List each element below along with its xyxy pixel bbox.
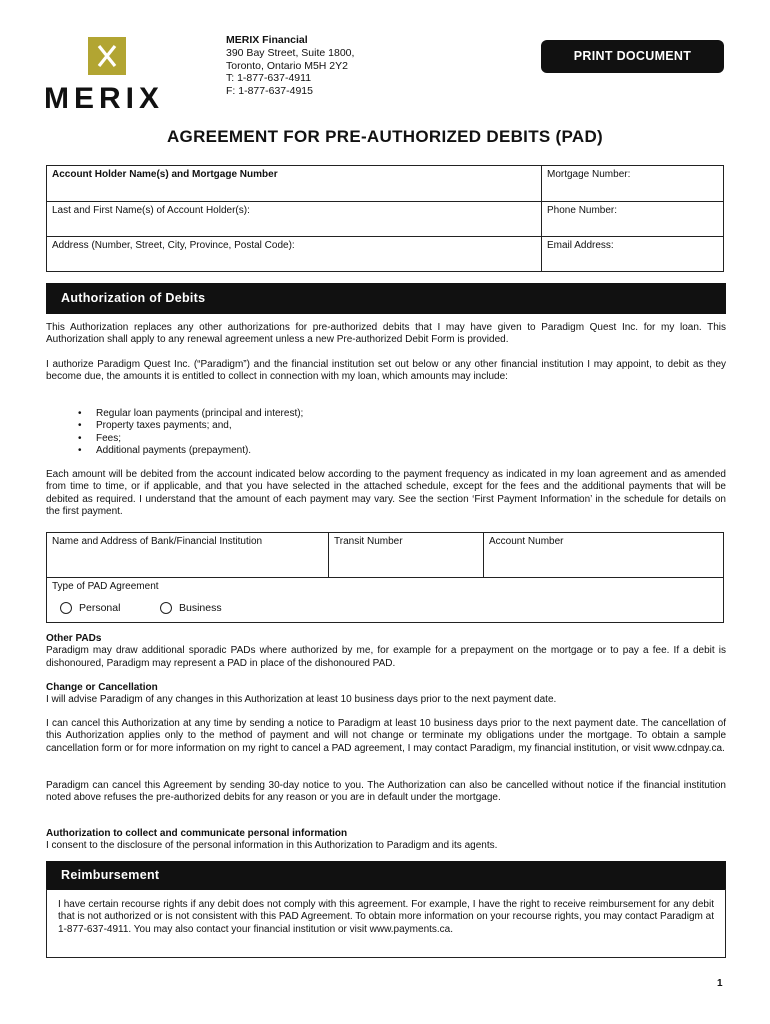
personal-info-heading: Authorization to collect and communicate personal information (46, 828, 348, 839)
account-holder-names-label: Last and First Name(s) of Account Holder(s): (52, 205, 250, 216)
account-holder-names-field[interactable] (46, 201, 542, 237)
list-item: • Fees; (78, 433, 303, 445)
logo-wordmark: MERIX (44, 82, 165, 115)
print-document-button[interactable]: PRINT DOCUMENT (541, 40, 724, 73)
page-number: 1 (717, 978, 723, 989)
radio-circle-icon[interactable] (160, 602, 172, 614)
bank-name-field[interactable] (46, 532, 329, 578)
address-line-2: Toronto, Ontario M5H 2Y2 (226, 59, 348, 72)
other-pads-text: Paradigm may draw additional sporadic PADs where authorized by me, for example for a prepayment on the mortgage or to pay a fee. If a debit is dishonoured, Paradigm may represent a PAD in place of the dishonoured PAD. (46, 645, 726, 669)
radio-business[interactable] (160, 602, 222, 614)
personal-info-text: I consent to the disclosure of the personal information in this Authorization to Paradigm and its agents. (46, 840, 498, 852)
authorization-paragraph-2: I authorize Paradigm Quest Inc. (“Paradigm”) and the financial institution set out below or any other financial institution I may appoint, to debit as they become due, the amounts it is entitled to collect in connection with my loan, which amounts may include: (46, 359, 726, 383)
change-cancellation-heading: Change or Cancellation (46, 682, 158, 693)
address-line-1: 390 Bay Street, Suite 1800, (226, 46, 355, 59)
cancellation-paragraph-3: Paradigm can cancel this Agreement by sending 30-day notice to you. The Authorization can also be cancelled without notice if the financial institution noted above refuses the pre-authorized debits for any reason or you are in default under the mortgage. (46, 780, 726, 804)
radio-circle-icon[interactable] (60, 602, 72, 614)
company-fax: F: 1-877-637-4915 (226, 85, 313, 98)
logo-mark (88, 37, 126, 75)
radio-personal-label: Personal (79, 602, 121, 614)
account-holder-heading-text: Account Holder Name(s) and Mortgage Number (52, 169, 278, 180)
account-holder-heading (46, 165, 542, 202)
transit-number-label: Transit Number (334, 536, 403, 547)
address-label: Address (Number, Street, City, Province, Postal Code): (52, 240, 295, 251)
email-address-field[interactable] (541, 236, 724, 272)
change-cancellation-text: I will advise Paradigm of any changes in this Authorization at least 10 business days prior to the next payment date. (46, 694, 557, 706)
account-number-label: Account Number (489, 536, 564, 547)
radio-business-label: Business (179, 602, 222, 614)
debit-types-list (78, 408, 303, 457)
phone-number-field[interactable] (541, 201, 724, 237)
reimbursement-box (46, 889, 726, 958)
radio-personal[interactable] (60, 602, 120, 614)
list-item: • Property taxes payments; and, (78, 420, 303, 432)
pad-type-field (46, 577, 724, 623)
transit-number-field[interactable] (328, 532, 484, 578)
document-title: AGREEMENT FOR PRE-AUTHORIZED DEBITS (PAD) (166, 127, 604, 146)
company-address (226, 34, 354, 98)
list-item: • Regular loan payments (principal and interest); (78, 408, 303, 420)
mortgage-number-field[interactable] (541, 165, 724, 202)
other-pads-heading: Other PADs (46, 633, 102, 644)
email-address-label: Email Address: (547, 240, 614, 251)
account-number-field[interactable] (483, 532, 724, 578)
address-field[interactable] (46, 236, 542, 272)
reimbursement-section-header: Reimbursement (46, 861, 726, 890)
cancellation-paragraph-2: I can cancel this Authorization at any time by sending a notice to Paradigm at least 10 business days prior to the next payment date. The cancellation of this Authorization applies only to the method of payment and will not change or terminate my obligations under the mortgage. To obtain a sample cancellation form or for more information on my right to cancel a PAD agreement, I may contact Paradigm, my financial institution, or visit www.cdnpay.ca. (46, 718, 726, 754)
reimbursement-text: I have certain recourse rights if any debit does not comply with this agreement. For example, I have the right to receive reimbursement for any debit that is not authorized or is not consistent with this PAD Agreement. To obtain more information on your recourse rights, you may contact Paradigm at 1-877-637-4911. You may also contact your financial institution or visit www.payments.ca. (58, 899, 714, 935)
authorization-paragraph-1: This Authorization replaces any other authorizations for pre-authorized debits that I may have given to Paradigm Quest Inc. for my loan. This Authorization shall apply to any renewal agreement unless a new Pre-authorized Debit Form is provided. (46, 322, 726, 346)
company-phone: T: 1-877-637-4911 (226, 72, 312, 85)
pad-type-label: Type of PAD Agreement (52, 581, 159, 592)
other-pads-section (46, 633, 726, 670)
authorization-section-header: Authorization of Debits (46, 283, 726, 314)
phone-number-label: Phone Number: (547, 205, 618, 216)
company-name: MERIX Financial (226, 34, 308, 46)
change-cancellation-section (46, 682, 726, 707)
bank-name-label: Name and Address of Bank/Financial Institution (52, 536, 263, 547)
mortgage-number-label: Mortgage Number: (547, 169, 631, 180)
authorization-paragraph-3: Each amount will be debited from the account indicated below according to the payment frequency as indicated in my loan agreement and as amended from time to time, or if applicable, and that you have selected in the attached schedule, except for the fees and the additional payments that will be debited as required. I understand that the amount of each payment may vary. See the section ‘First Payment Information’ in the schedule for details on the first payment. (46, 469, 726, 517)
list-item: • Additional payments (prepayment). (78, 445, 303, 457)
personal-info-section (46, 828, 726, 853)
